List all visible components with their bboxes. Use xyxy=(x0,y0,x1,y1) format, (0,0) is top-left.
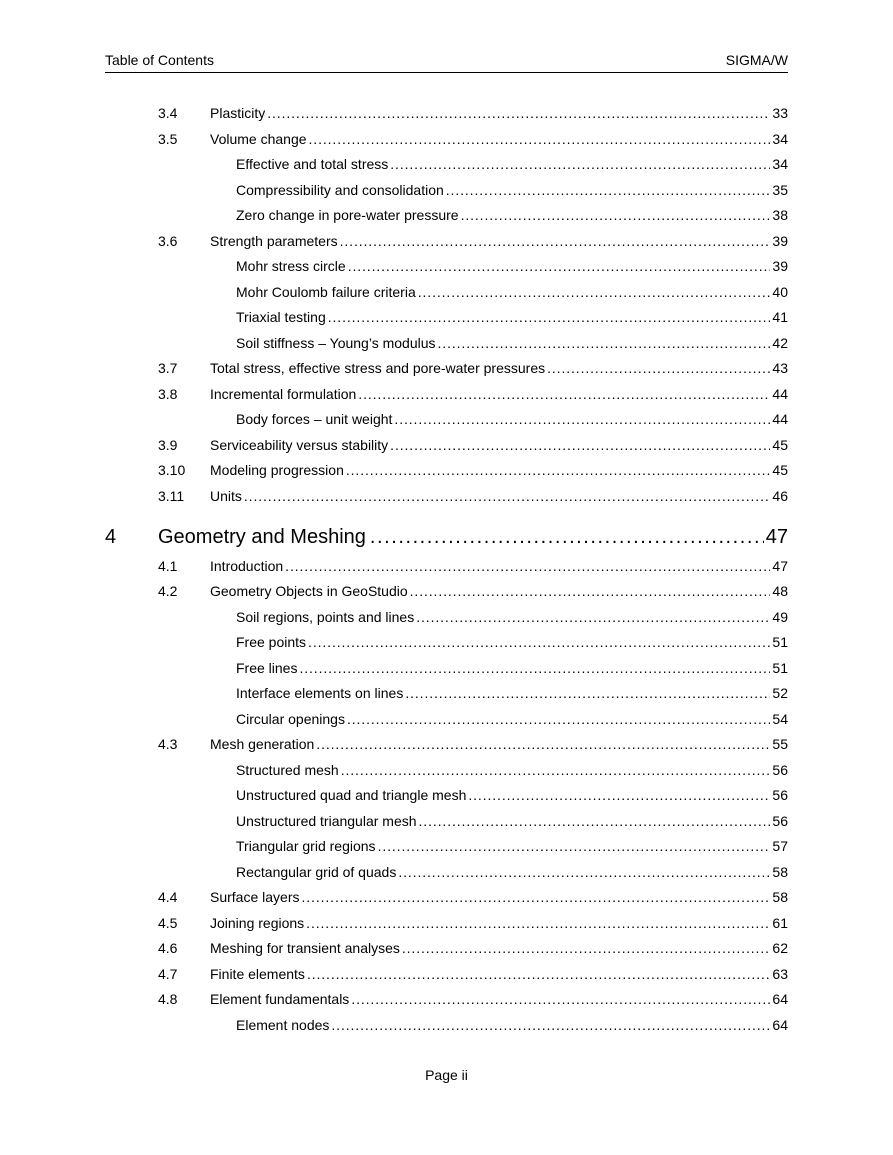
dot-leader xyxy=(244,486,771,506)
toc-entry-title[interactable]: Introduction xyxy=(210,557,284,574)
header-product-name: SIGMA/W xyxy=(725,52,788,68)
toc-entry-number: 4.4 xyxy=(158,889,178,905)
toc-entry-line xyxy=(236,205,788,225)
toc-entry-number: 4.6 xyxy=(158,940,178,956)
toc-entry-title[interactable]: Units xyxy=(210,487,242,504)
toc-entry-title[interactable]: Zero change in pore-water pressure xyxy=(236,207,459,223)
toc-entry[interactable] xyxy=(0,256,893,276)
header-section-title: Table of Contents xyxy=(105,52,214,68)
dot-leader xyxy=(418,282,771,302)
toc-entry-line xyxy=(236,709,788,729)
toc-entry-title[interactable]: Element nodes xyxy=(236,1016,330,1033)
toc-entry-title[interactable]: Effective and total stress xyxy=(236,156,389,172)
toc-entry[interactable] xyxy=(0,632,893,652)
dot-leader xyxy=(308,632,770,652)
toc-entry-number: 3.6 xyxy=(158,232,178,249)
toc-entry-page[interactable]: 41 xyxy=(772,309,788,325)
dot-leader xyxy=(346,460,771,480)
toc-entry-page[interactable]: 49 xyxy=(772,608,788,625)
toc-entry-line xyxy=(210,486,788,506)
toc-entry[interactable] xyxy=(0,862,893,882)
toc-entry[interactable] xyxy=(0,282,893,302)
toc-entry-page[interactable]: 64 xyxy=(772,1016,788,1033)
dot-leader xyxy=(348,256,771,276)
dot-leader xyxy=(358,384,770,404)
dot-leader xyxy=(438,333,771,353)
toc-entry[interactable] xyxy=(0,409,893,429)
toc-entry-title[interactable]: Incremental formulation xyxy=(210,385,357,402)
toc-entry-title[interactable]: Soil stiffness – Young’s modulus xyxy=(236,334,436,351)
toc-entry[interactable] xyxy=(0,358,893,378)
toc-entry-title[interactable]: Soil regions, points and lines xyxy=(236,608,415,625)
toc-entry-page[interactable]: 56 xyxy=(772,812,788,829)
toc-entry-page[interactable]: 35 xyxy=(772,181,788,198)
toc-entry-page[interactable]: 48 xyxy=(772,583,788,599)
toc-entry[interactable] xyxy=(0,964,893,984)
toc-entry-line xyxy=(210,231,788,251)
toc-entry-line xyxy=(210,887,788,907)
toc-entry[interactable] xyxy=(0,811,893,831)
toc-entry-title[interactable]: Mesh generation xyxy=(210,736,315,752)
dot-leader xyxy=(461,205,771,225)
toc-entry-title[interactable]: Total stress, effective stress and pore-water pressures xyxy=(210,360,546,376)
toc-entry-line xyxy=(236,154,788,174)
toc-entry-page[interactable]: 56 xyxy=(772,787,788,803)
toc-entry-line xyxy=(236,683,788,703)
toc-entry[interactable] xyxy=(0,887,893,907)
toc-entry-line xyxy=(210,913,788,933)
toc-entry-title[interactable]: Geometry Objects in GeoStudio xyxy=(210,583,408,599)
toc-entry-page[interactable]: 56 xyxy=(772,761,788,778)
toc-entry-line xyxy=(210,964,788,984)
toc-entry-title[interactable]: Finite elements xyxy=(210,965,305,982)
dot-leader xyxy=(390,435,770,455)
toc-entry-number: 4.5 xyxy=(158,914,178,931)
toc-entry[interactable] xyxy=(0,103,893,123)
toc-entry-title[interactable]: Modeling progression xyxy=(210,462,344,478)
toc-entry-page[interactable]: 47 xyxy=(765,526,788,548)
toc-entry-line xyxy=(210,129,788,149)
dot-leader xyxy=(405,683,770,703)
toc-entry-page[interactable]: 43 xyxy=(772,360,788,376)
toc-entry-page[interactable]: 47 xyxy=(772,557,788,574)
toc-entry-line xyxy=(210,734,788,754)
dot-leader xyxy=(351,989,770,1009)
toc-entry-line xyxy=(210,989,788,1009)
dot-leader xyxy=(328,307,771,327)
toc-entry-line xyxy=(236,256,788,276)
toc-entry-number: 3.10 xyxy=(158,462,186,478)
toc-entry[interactable] xyxy=(0,556,893,576)
dot-leader xyxy=(301,887,770,907)
toc-entry-line xyxy=(210,103,788,123)
toc-entry-line xyxy=(210,938,788,958)
toc-chapter-entry[interactable] xyxy=(0,523,893,551)
dot-leader xyxy=(394,409,770,429)
toc-entry-page[interactable]: 62 xyxy=(772,940,788,956)
toc-entry-number: 3.4 xyxy=(158,105,178,121)
toc-entry-line xyxy=(210,358,788,378)
toc-entry-number: 4.2 xyxy=(158,583,178,599)
toc-entry-page[interactable]: 39 xyxy=(772,232,788,249)
toc-entry-line xyxy=(210,581,788,601)
toc-entry-page[interactable]: 34 xyxy=(772,156,788,172)
toc-entry[interactable] xyxy=(0,836,893,856)
toc-entry-title[interactable]: Interface elements on lines xyxy=(236,685,404,701)
dot-leader xyxy=(370,523,764,551)
dot-leader xyxy=(547,358,770,378)
toc-entry-title[interactable]: Mohr Coulomb failure criteria xyxy=(236,283,416,300)
dot-leader xyxy=(285,556,770,576)
toc-entry-line xyxy=(236,409,788,429)
toc-entry[interactable] xyxy=(0,734,893,754)
toc-entry-page[interactable]: 58 xyxy=(772,863,788,880)
toc-entry-number: 3.5 xyxy=(158,130,178,147)
toc-entry[interactable] xyxy=(0,1015,893,1035)
toc-entry-page[interactable]: 51 xyxy=(772,659,788,676)
toc-entry-line xyxy=(236,282,788,302)
toc-entry[interactable] xyxy=(0,658,893,678)
toc-entry-number: 4.1 xyxy=(158,557,178,574)
toc-entry-title[interactable]: Surface layers xyxy=(210,889,300,905)
toc-entry-page[interactable]: 45 xyxy=(772,436,788,453)
toc-entry-title[interactable]: Structured mesh xyxy=(236,761,339,778)
toc-entry-page[interactable]: 54 xyxy=(772,710,788,727)
toc-entry[interactable] xyxy=(0,333,893,353)
dot-leader xyxy=(390,154,770,174)
dot-leader xyxy=(446,180,771,200)
toc-entry-title[interactable]: Joining regions xyxy=(210,914,305,931)
toc-entry-title[interactable]: Unstructured quad and triangle mesh xyxy=(236,787,467,803)
toc-entry-number: 4.8 xyxy=(158,991,178,1007)
toc-entry[interactable] xyxy=(0,180,893,200)
toc-entry-number: 4.7 xyxy=(158,965,178,982)
toc-entry[interactable] xyxy=(0,384,893,404)
toc-entry[interactable] xyxy=(0,460,893,480)
toc-entry-page[interactable]: 51 xyxy=(772,634,788,650)
toc-entry-title[interactable]: Strength parameters xyxy=(210,232,338,249)
toc-entry-line xyxy=(158,523,788,551)
toc-entry-number: 3.9 xyxy=(158,436,178,453)
page-header xyxy=(105,52,788,73)
dot-leader xyxy=(341,760,771,780)
dot-leader xyxy=(299,658,770,678)
toc-entry-line xyxy=(236,811,788,831)
toc-entry-title[interactable]: Free lines xyxy=(236,659,298,676)
toc-entry-title[interactable]: Serviceability versus stability xyxy=(210,436,389,453)
toc-entry[interactable] xyxy=(0,938,893,958)
toc-entry-page[interactable]: 46 xyxy=(772,487,788,504)
dot-leader xyxy=(416,607,770,627)
toc-entry-title[interactable]: Volume change xyxy=(210,130,307,147)
dot-leader xyxy=(306,913,770,933)
toc-entry-line xyxy=(236,333,788,353)
toc-entry-number: 3.8 xyxy=(158,385,178,402)
toc-entry-line xyxy=(236,862,788,882)
toc-entry-page[interactable]: 64 xyxy=(772,991,788,1007)
toc-entry[interactable] xyxy=(0,486,893,506)
toc-entry-number: 3.7 xyxy=(158,360,178,376)
dot-leader xyxy=(398,862,770,882)
toc-entry-page[interactable]: 52 xyxy=(772,685,788,701)
dot-leader xyxy=(419,811,771,831)
toc-entry-line xyxy=(236,658,788,678)
toc-entry-title[interactable]: Circular openings xyxy=(236,710,345,727)
dot-leader xyxy=(309,129,771,149)
toc-entry[interactable] xyxy=(0,581,893,601)
page-number: Page ii xyxy=(425,1067,468,1083)
toc-entry-title[interactable]: Rectangular grid of quads xyxy=(236,863,397,880)
toc-entry-line xyxy=(236,785,788,805)
toc-entry-page[interactable]: 39 xyxy=(772,258,788,274)
toc-entry-line xyxy=(236,836,788,856)
toc-entry-line xyxy=(210,460,788,480)
toc-entry[interactable] xyxy=(0,205,893,225)
toc-entry-page[interactable]: 38 xyxy=(772,207,788,223)
toc-entry-title[interactable]: Element fundamentals xyxy=(210,991,350,1007)
toc-entry-page[interactable]: 42 xyxy=(772,334,788,351)
toc-entry-page[interactable]: 61 xyxy=(772,914,788,931)
toc-entry[interactable] xyxy=(0,709,893,729)
toc-entry-page[interactable]: 57 xyxy=(772,838,788,854)
toc-entry-line xyxy=(210,556,788,576)
toc-entry-title[interactable]: Compressibility and consolidation xyxy=(236,181,444,198)
toc-entry-page[interactable]: 33 xyxy=(772,105,788,121)
dot-leader xyxy=(378,836,771,856)
toc-entry-page[interactable]: 44 xyxy=(772,411,788,427)
toc-entry[interactable] xyxy=(0,435,893,455)
toc-entry-title[interactable]: Triangular grid regions xyxy=(236,838,376,854)
toc-entry[interactable] xyxy=(0,913,893,933)
toc-entry-number: 3.11 xyxy=(158,487,185,504)
toc-entry-title[interactable]: Body forces – unit weight xyxy=(236,411,393,427)
toc-entry-page[interactable]: 34 xyxy=(772,130,788,147)
toc-entry-page[interactable]: 55 xyxy=(772,736,788,752)
toc-entry-line xyxy=(236,760,788,780)
toc-entry-page[interactable]: 40 xyxy=(772,283,788,300)
toc-entry-line xyxy=(236,632,788,652)
toc-entry-number: 4.3 xyxy=(158,736,178,752)
toc-entry[interactable] xyxy=(0,989,893,1009)
toc-entry[interactable] xyxy=(0,607,893,627)
toc-entry[interactable] xyxy=(0,154,893,174)
toc-entry[interactable] xyxy=(0,307,893,327)
toc-entry-title[interactable]: Mohr stress circle xyxy=(236,258,346,274)
toc-entry-title[interactable]: Unstructured triangular mesh xyxy=(236,812,417,829)
dot-leader xyxy=(316,734,770,754)
toc-entry-line xyxy=(210,435,788,455)
toc-entry-line xyxy=(236,307,788,327)
toc-entry-title[interactable]: Triaxial testing xyxy=(236,309,326,325)
toc-entry-title[interactable]: Free points xyxy=(236,634,307,650)
toc-entry-page[interactable]: 45 xyxy=(772,462,788,478)
toc-entry[interactable] xyxy=(0,129,893,149)
toc-entry-page[interactable]: 44 xyxy=(772,385,788,402)
toc-entry-line xyxy=(210,384,788,404)
dot-leader xyxy=(340,231,771,251)
toc-entry-page[interactable]: 58 xyxy=(772,889,788,905)
dot-leader xyxy=(347,709,770,729)
dot-leader xyxy=(331,1015,770,1035)
toc-entry-line xyxy=(236,1015,788,1035)
toc-entry-title[interactable]: Meshing for transient analyses xyxy=(210,940,400,956)
toc-entry[interactable] xyxy=(0,231,893,251)
toc-entry-number: 4 xyxy=(105,526,117,548)
page-footer xyxy=(0,1067,893,1083)
toc-entry-title[interactable]: Geometry and Meshing xyxy=(158,526,366,548)
toc-entry[interactable] xyxy=(0,785,893,805)
dot-leader xyxy=(307,964,770,984)
dot-leader xyxy=(410,581,771,601)
toc-entry[interactable] xyxy=(0,760,893,780)
dot-leader xyxy=(267,103,770,123)
toc-entry-line xyxy=(236,607,788,627)
dot-leader xyxy=(468,785,770,805)
toc-entry-line xyxy=(236,180,788,200)
toc-entry-page[interactable]: 63 xyxy=(772,965,788,982)
dot-leader xyxy=(402,938,771,958)
toc-entry-title[interactable]: Plasticity xyxy=(210,105,266,121)
toc-entry[interactable] xyxy=(0,683,893,703)
